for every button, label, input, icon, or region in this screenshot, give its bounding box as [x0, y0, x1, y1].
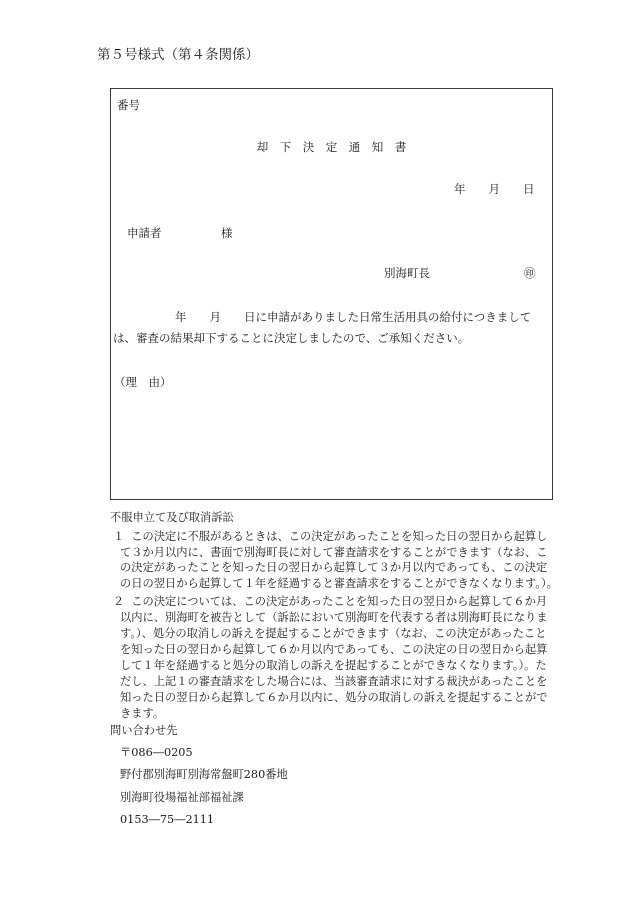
- appeal-item-line: の決定があったことを知った日の翌日から起算して３か月以内であっても、この決定: [120, 561, 548, 574]
- appeal-item-text: この決定については、この決定があったことを知った日の翌日から起算して６か月: [131, 595, 548, 608]
- contact-phone: 0153―75―2111: [120, 813, 215, 826]
- contact-department: 別海町役場福祉部福祉課: [120, 791, 244, 804]
- appeal-item-line: [113, 530, 547, 544]
- appeal-item-number: ２: [113, 595, 125, 608]
- appeal-item-line: 知った日の翌日から起算して６か月以内に、処分の取消しの訴えを提起することがで: [120, 691, 548, 704]
- appeal-item-line: を知った日の翌日から起算して６か月以内であっても、この決定の日の翌日から起算: [120, 643, 548, 656]
- appeal-item-text: この決定に不服があるときは、この決定があったことを知った日の翌日から起算し: [131, 530, 548, 543]
- seal-mark: ㊞: [524, 266, 536, 280]
- notice-date: 年 月 日: [454, 182, 535, 196]
- appeal-item-line: して１年を経過すると処分の取消しの訴えを提起することができなくなります。）。た: [120, 659, 547, 672]
- appeal-item-line: きます。: [120, 707, 165, 720]
- appeal-item-line: [113, 595, 547, 609]
- appeal-item-line: 以内に、別海町を被告として（訴訟において別海町を代表する者は別海町長になりま: [120, 611, 548, 624]
- contact-heading: 問い合わせ先: [110, 724, 178, 737]
- notice-box: [110, 88, 553, 500]
- notice-body-line: は、審査の結果却下することに決定しましたので、ご承知ください。: [113, 331, 470, 345]
- reason-label: （理 由）: [114, 375, 172, 389]
- notice-title: 却 下 決 定 通 知 書: [256, 140, 407, 154]
- form-label: 第５号様式（第４条関係）: [97, 47, 259, 63]
- appeal-item-line: だし、上記１の審査請求をした場合には、当該審査請求に対する裁決があったことを: [120, 675, 548, 688]
- contact-address: 野付郡別海町別海常盤町280番地: [120, 768, 288, 781]
- notice-number-label: 番号: [117, 98, 140, 112]
- issuer-name: 別海町長: [384, 266, 430, 280]
- notice-body-line: 年 月 日に申請がありました日常生活用具の給付につきまして: [175, 310, 532, 324]
- applicant-label: 申請者: [127, 226, 162, 240]
- contact-postal-code: 〒086―0205: [120, 746, 193, 759]
- appeal-item-line: す。）、処分の取消しの訴えを提起することができます（なお、この決定があったこと: [120, 627, 547, 640]
- appeal-heading: 不服申立て及び取消訴訟: [110, 511, 234, 524]
- appeal-item-line: の日の翌日から起算して１年を経過すると審査請求をすることができなくなります。）。: [120, 577, 558, 590]
- appeal-item-line: て３か月以内に、書面で別海町長に対して審査請求をすることができます（なお、こ: [120, 546, 548, 559]
- appeal-item-number: １: [113, 530, 125, 543]
- applicant-honorific: 様: [221, 226, 233, 240]
